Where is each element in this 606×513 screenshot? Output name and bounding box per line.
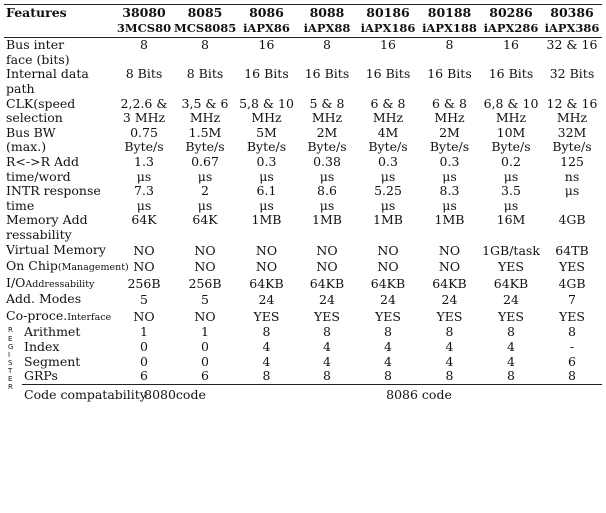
table-cell: 4 <box>262 353 271 369</box>
table-cell: 256B <box>188 275 222 291</box>
table-cell: 0.2 <box>501 153 521 169</box>
col-header-1 <box>114 5 174 38</box>
table-cell: 8.6 <box>317 183 337 199</box>
table-cell: MHz <box>189 110 221 126</box>
row-label-text: Virtual Memory <box>6 241 106 257</box>
table-cell: 0 <box>140 353 148 369</box>
table-cell: NO <box>316 259 338 275</box>
register-row-label: Segment <box>24 353 81 369</box>
table-cell: Byte/s <box>491 139 531 155</box>
table-cell: 4 <box>384 353 392 369</box>
table-cell <box>542 228 602 243</box>
table-cell: 0.38 <box>313 153 341 169</box>
table-cell: 6 <box>140 368 148 384</box>
register-letter: E <box>8 375 13 384</box>
row-label: Internal data <box>6 66 89 82</box>
table-cell: 5,8 & 10 <box>239 95 294 111</box>
table-cell: NO <box>194 259 216 275</box>
table-row <box>4 259 602 276</box>
table-cell: 4 <box>445 353 454 369</box>
table-cell: ns <box>564 168 580 184</box>
row-label: path <box>6 80 35 96</box>
table-cell: MHz <box>495 110 527 126</box>
table-cell: 6,8 & 10 <box>483 95 539 111</box>
col-header-3 <box>236 5 297 38</box>
col-header-2 <box>174 5 236 38</box>
col-chip: MCS8085 <box>174 20 237 35</box>
table-row <box>4 276 602 293</box>
table-cell: 6 <box>201 368 209 384</box>
table-cell: 7.3 <box>134 183 154 199</box>
table-cell: 24 <box>380 292 396 308</box>
table-cell: 10M <box>496 124 526 140</box>
table-row <box>4 140 602 155</box>
table-cell: 8 <box>445 368 454 384</box>
table-cell: MHz <box>556 110 588 126</box>
register-letter: S <box>8 358 13 367</box>
features-header <box>4 5 114 38</box>
table-cell: NO <box>194 242 216 258</box>
table-cell <box>297 228 357 243</box>
col-number: 8088 <box>309 5 345 20</box>
table-cell: 32 Bits <box>549 66 595 82</box>
table-cell: 24 <box>441 292 458 308</box>
table-cell <box>480 53 542 68</box>
table-row <box>4 243 602 260</box>
register-row <box>4 325 602 340</box>
table-cell <box>419 228 480 243</box>
col-chip: iAPX386 <box>544 20 600 35</box>
code-group-8086: 8086 code <box>386 386 452 402</box>
table-cell: 8 <box>384 324 392 340</box>
col-chip: iAPX86 <box>243 20 290 35</box>
table-cell: μs <box>136 197 152 213</box>
register-letter: R <box>8 383 13 392</box>
table-cell: μs <box>197 197 213 213</box>
table-cell: 64KB <box>309 275 345 291</box>
table-row <box>4 155 602 170</box>
table-cell: 5M <box>256 124 277 140</box>
table-cell: 4M <box>377 124 399 140</box>
col-number: 8086 <box>249 5 284 20</box>
row-label <box>4 276 114 293</box>
table-cell: YES <box>498 308 524 324</box>
table-cell <box>357 228 419 243</box>
table-cell: 8 <box>323 37 331 53</box>
register-side-label <box>4 325 22 405</box>
table-cell: 2M <box>316 124 338 140</box>
register-letters <box>8 326 13 391</box>
code-compat-label: Code compatability <box>24 386 147 402</box>
register-row-label: GRPs <box>24 368 58 384</box>
table-cell: 8 <box>568 368 576 384</box>
register-row-label: Arithmet <box>24 324 81 340</box>
table-cell: 4GB <box>558 212 586 228</box>
table-cell: Byte/s <box>429 139 470 155</box>
table-cell: Byte/s <box>246 139 287 155</box>
table-cell: 3 MHz <box>122 110 166 126</box>
table-row <box>4 111 602 126</box>
table-cell: 7 <box>568 292 576 308</box>
table-cell: 8 <box>323 368 331 384</box>
table-cell <box>174 53 236 68</box>
table-cell <box>419 82 480 97</box>
table-cell: 0.75 <box>130 124 158 140</box>
table-cell: NO <box>438 259 461 275</box>
register-row-label: Index <box>24 339 60 355</box>
header-row <box>4 5 602 38</box>
table-cell: 8 <box>445 324 454 340</box>
table-cell: NO <box>438 242 461 258</box>
table-cell: 6 & 8 <box>370 95 406 111</box>
table-cell: 0.3 <box>256 153 277 169</box>
col-header-6 <box>419 5 480 38</box>
table-cell: YES <box>375 308 401 324</box>
table-cell: Byte/s <box>124 139 164 155</box>
col-number: 38080 <box>122 5 166 20</box>
table-cell: NO <box>194 308 216 324</box>
row-label-suffix: (Management) <box>57 262 129 274</box>
table-cell: MHz <box>434 110 465 126</box>
row-label-text: Add. Modes <box>6 291 82 307</box>
row-label: INTR response <box>6 183 101 199</box>
table-cell: Byte/s <box>307 139 347 155</box>
table-cell: 16 Bits <box>488 66 534 82</box>
table-cell: 64KB <box>249 275 284 291</box>
table-cell: μs <box>442 168 457 184</box>
table-cell: 16 <box>503 37 519 53</box>
table-cell: 64KB <box>493 275 529 291</box>
table-cell: 1MB <box>312 212 342 228</box>
table-cell <box>236 228 297 243</box>
row-label-suffix: Interface <box>67 311 112 323</box>
table-cell: NO <box>133 259 155 275</box>
table-cell: 12 & 16 <box>546 95 598 111</box>
code-group-8080: 8080code <box>144 386 206 402</box>
table-cell: 4 <box>262 339 271 355</box>
col-chip: iAPX286 <box>483 20 539 35</box>
table-cell: NO <box>133 308 155 324</box>
table-row <box>4 170 602 185</box>
register-letter: T <box>8 366 13 375</box>
col-header-5 <box>357 5 419 38</box>
table-cell: 1 <box>201 324 209 340</box>
table-cell: μs <box>319 168 335 184</box>
table-cell <box>357 53 419 68</box>
table-row <box>4 228 602 243</box>
table-cell: YES <box>559 259 585 275</box>
table-cell: 1GB/task <box>482 242 540 258</box>
table-cell: 64K <box>131 212 157 228</box>
table-row <box>4 67 602 82</box>
table-cell: 24 <box>319 292 335 308</box>
col-chip: iAPX186 <box>360 20 416 35</box>
col-header-4 <box>297 5 357 38</box>
table-cell: 16 <box>258 37 275 53</box>
table-cell <box>542 82 602 97</box>
table-cell: 5 & 8 <box>309 95 345 111</box>
table-cell: 4 <box>445 339 454 355</box>
table-cell: NO <box>133 242 155 258</box>
row-label: time/word <box>6 168 71 184</box>
row-label <box>4 258 129 276</box>
table-cell: - <box>569 339 575 355</box>
table-cell <box>297 82 357 97</box>
table-cell: μs <box>259 168 274 184</box>
register-letter: E <box>8 334 13 343</box>
table-cell <box>174 82 236 97</box>
table-cell: 1 <box>140 324 148 340</box>
table-cell: 32M <box>557 124 587 140</box>
table-cell: 6 <box>568 353 576 369</box>
register-letter: G <box>8 342 14 351</box>
table-cell: 8 <box>568 324 576 340</box>
table-row <box>4 38 602 53</box>
table-cell: 8 Bits <box>186 66 224 82</box>
table-cell: 8 Bits <box>125 66 163 82</box>
table-cell: 4 <box>507 339 515 355</box>
table-cell: μs <box>380 197 396 213</box>
table-cell: 4 <box>384 339 392 355</box>
row-label: CLK(speed <box>6 95 76 111</box>
table-cell: 1MB <box>251 212 282 228</box>
table-cell: NO <box>377 259 399 275</box>
table-cell: 64TB <box>555 242 589 258</box>
table-cell: 1MB <box>434 212 465 228</box>
table-cell: 8 <box>262 324 271 340</box>
table-cell: 16 <box>380 37 396 53</box>
table-cell <box>114 53 174 68</box>
table-cell: 0 <box>140 339 148 355</box>
row-label <box>4 309 114 326</box>
table-cell: 4 <box>323 353 331 369</box>
table-cell: 5 <box>140 292 148 308</box>
table-cell: 8 <box>507 324 515 340</box>
col-number: 8085 <box>187 5 223 20</box>
table-cell: 0 <box>201 339 209 355</box>
table-cell: μs <box>197 168 213 184</box>
table-cell: μs <box>503 197 519 213</box>
table-cell <box>542 53 602 68</box>
table-cell: μs <box>380 168 396 184</box>
row-label <box>4 292 114 309</box>
table-cell: 2 <box>201 183 209 199</box>
table-cell: 6 & 8 <box>432 95 467 111</box>
col-chip: iAPX188 <box>422 20 477 35</box>
table-body <box>4 38 602 406</box>
processor-comparison-table <box>4 4 602 405</box>
table-cell <box>236 53 297 68</box>
table-row <box>4 309 602 326</box>
col-header-7 <box>480 5 542 38</box>
register-letter: I <box>8 350 11 359</box>
table-cell: 256B <box>127 275 161 291</box>
table-cell: YES <box>498 259 524 275</box>
table-row <box>4 292 602 309</box>
table-cell: 1MB <box>373 212 403 228</box>
table-cell: 2,2.6 & <box>120 95 168 111</box>
col-number: 80188 <box>427 5 472 20</box>
row-label-suffix: Addressability <box>25 278 95 290</box>
table-row <box>4 126 602 141</box>
table-cell <box>114 228 174 243</box>
table-cell: NO <box>255 259 278 275</box>
table-row <box>4 82 602 97</box>
table-row <box>4 199 602 214</box>
table-cell: MHz <box>311 110 343 126</box>
table-cell: 16 Bits <box>304 66 350 82</box>
row-label: time <box>6 197 35 213</box>
table-cell <box>174 228 236 243</box>
table-cell: 1.5M <box>188 124 222 140</box>
table-cell: μs <box>259 197 274 213</box>
table-cell: YES <box>314 308 340 324</box>
table-cell: 3,5 & 6 <box>181 95 229 111</box>
table-cell: 0 <box>201 353 209 369</box>
table-cell <box>297 53 357 68</box>
table-cell: YES <box>436 308 463 324</box>
col-header-8 <box>542 5 602 38</box>
table-cell: 24 <box>503 292 519 308</box>
table-cell <box>542 199 602 214</box>
code-compatibility-row <box>4 384 602 405</box>
table-row <box>4 97 602 112</box>
table-cell: 4GB <box>558 275 586 291</box>
table-cell: 8.3 <box>439 183 460 199</box>
row-label-text: Co-proce. <box>6 307 68 323</box>
row-label-text: On Chip <box>6 258 58 274</box>
table-cell: μs <box>136 168 152 184</box>
col-number: 80186 <box>366 5 410 20</box>
col-number: 80286 <box>489 5 533 20</box>
table-cell: 3.5 <box>501 183 521 199</box>
table-cell: MHz <box>372 110 404 126</box>
col-chip: 3MCS80 <box>116 20 172 35</box>
row-label: (max.) <box>6 139 47 155</box>
row-label: ressability <box>6 226 72 242</box>
features-label: Features <box>6 5 67 20</box>
table-cell: 0.67 <box>191 153 219 169</box>
table-cell: Byte/s <box>185 139 225 155</box>
row-label: Bus inter <box>6 37 65 53</box>
row-label: Memory Add <box>6 212 88 228</box>
register-row <box>4 340 602 355</box>
row-label-text: I/O <box>6 274 26 290</box>
table-cell: 8 <box>323 324 331 340</box>
table-row <box>4 213 602 228</box>
table-cell: 4 <box>323 339 331 355</box>
table-cell: 24 <box>258 292 275 308</box>
row-label: face (bits) <box>6 51 70 67</box>
table-cell: μs <box>442 197 457 213</box>
register-row <box>4 355 602 370</box>
table-cell: 0.3 <box>439 153 460 169</box>
col-chip: iAPX88 <box>303 20 351 35</box>
table-cell: Byte/s <box>552 139 592 155</box>
table-cell: 125 <box>560 153 584 169</box>
table-cell: YES <box>253 308 280 324</box>
table-cell <box>236 82 297 97</box>
table-cell: NO <box>377 242 399 258</box>
table-cell: 1.3 <box>134 153 154 169</box>
table-row <box>4 53 602 68</box>
table-cell: 8 <box>384 368 392 384</box>
table-cell: NO <box>316 242 338 258</box>
processor-comparison-page <box>4 4 602 509</box>
row-label <box>4 243 114 260</box>
table-cell <box>357 82 419 97</box>
table-cell: 64KB <box>432 275 467 291</box>
table-cell: 64K <box>192 212 218 228</box>
table-cell: μs <box>319 197 335 213</box>
table-cell: 5 <box>201 292 209 308</box>
table-cell: 16 Bits <box>244 66 289 82</box>
row-label: selection <box>6 110 63 126</box>
table-cell: 8 <box>262 368 271 384</box>
table-cell: NO <box>255 242 278 258</box>
row-label: R<->R Add <box>6 153 79 169</box>
col-number: 80386 <box>550 5 594 20</box>
table-cell: 8 <box>140 37 148 53</box>
table-cell: μs <box>564 183 580 199</box>
table-cell: 16 Bits <box>365 66 411 82</box>
table-cell: 5.25 <box>374 183 402 199</box>
row-label: Bus BW <box>6 124 56 140</box>
table-cell: Byte/s <box>368 139 408 155</box>
table-cell <box>480 228 542 243</box>
table-cell: MHz <box>251 110 282 126</box>
table-cell: YES <box>559 308 585 324</box>
table-cell: 6.1 <box>256 183 277 199</box>
table-cell <box>114 82 174 97</box>
table-cell: 16 Bits <box>427 66 472 82</box>
register-letter: R <box>8 326 13 335</box>
table-cell: 64KB <box>370 275 406 291</box>
table-cell: 16M <box>496 212 526 228</box>
table-row <box>4 184 602 199</box>
register-row <box>4 369 602 384</box>
table-cell: μs <box>503 168 519 184</box>
table-cell: 2M <box>439 124 460 140</box>
table-cell: 8 <box>445 37 454 53</box>
table-cell <box>419 53 480 68</box>
table-cell: 0.3 <box>378 153 398 169</box>
table-cell <box>480 82 542 97</box>
table-cell: 8 <box>507 368 515 384</box>
table-cell: 32 & 16 <box>546 37 598 53</box>
table-cell: 4 <box>507 353 515 369</box>
table-cell: 8 <box>201 37 209 53</box>
